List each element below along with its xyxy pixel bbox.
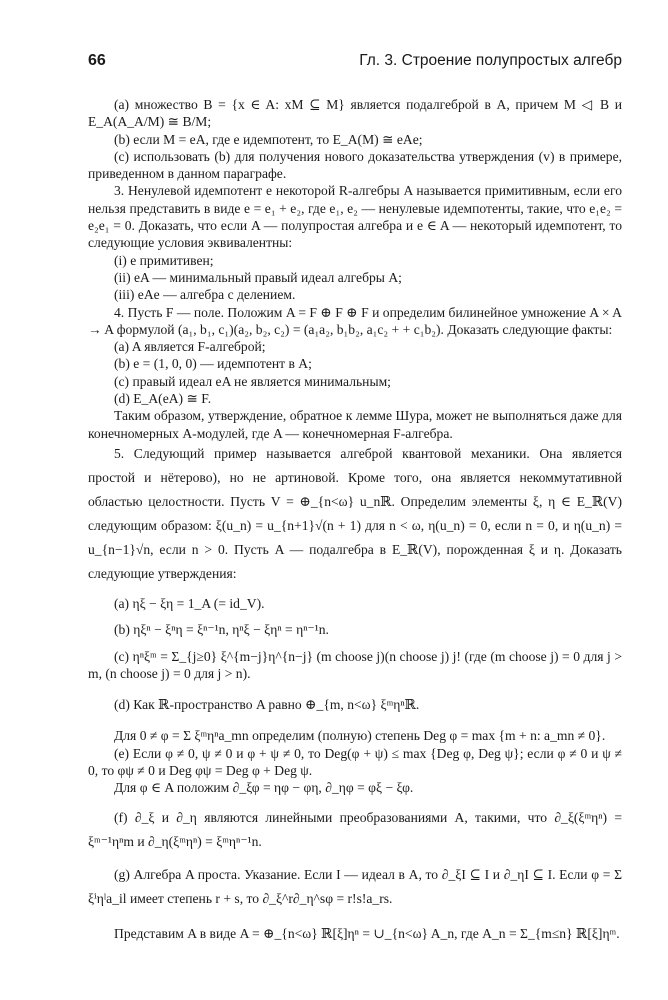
text-paragraph: (b) e = (1, 0, 0) — идемпотент в A; — [114, 356, 312, 372]
text-paragraph: (e) Если φ ≠ 0, ψ ≠ 0 и φ + ψ ≠ 0, то Deg(φ + ψ) ≤ max {Deg φ, Deg ψ}; если φ ≠ 0 и ψ ≠ 0, то φψ ≠ 0 и Deg φψ = Deg φ + Deg ψ. — [88, 745, 622, 779]
text-paragraph: (c) использовать (b) для получения нового доказательства утверждения (v) в примере, приведенном в данном параграфе. — [88, 148, 622, 182]
text-paragraph: 4. Пусть F — поле. Положим A = F ⊕ F ⊕ F и определим билинейное умножение A × A → A формулой (a₁, b₁, c₁)(a₂, b₂, c₂) = (a₁a₂, b₁b₂, a₁c₂ + + c₁b₂). Доказать следующие факты: — [88, 304, 622, 337]
text-paragraph: (i) e примитивен; — [114, 252, 214, 268]
text-paragraph: Для φ ∈ A положим ∂_ξφ = ηφ − φη, ∂_ηφ = φξ − ξφ. — [114, 780, 414, 796]
text-paragraph: (g) Алгебра A проста. Указание. Если I — идеал в A, то ∂_ξI ⊆ I и ∂_ηI ⊆ I. Если φ = Σ ξⁱηˡa_il имеет степень r + s, то ∂_ξ^r∂_η^sφ = r!s!a_rs. — [88, 866, 622, 906]
text-paragraph: Представим A в виде A = ⊕_{n<ω} ℝ[ξ]ηⁿ = ∪_{n<ω} A_n, где A_n = Σ_{m≤n} ℝ[ξ]ηᵐ. — [114, 925, 620, 941]
book-page — [88, 52, 622, 942]
text-paragraph: (iii) eAe — алгебра с делением. — [114, 287, 296, 303]
running-title: Гл. 3. Строение полупростых алгебр — [359, 52, 622, 69]
text-paragraph: 3. Ненулевой идемпотент e некоторой R-алгебры A называется примитивным, если его нельзя представить в виде e = e₁ + e₂, где e₁, e₂ — ненулевые идемпотенты, такие, что e₁e₂ = e₂e₁ = 0. Доказать, что если A — полупростая алгебра и e ∈ A — некоторый идемпотент, то следующие условия эквивалентны: — [88, 183, 622, 251]
text-paragraph: Таким образом, утверждение, обратное к лемме Шура, может не выполняться даже для конечномерных A-модулей, где A — конечномерная F-алгебра. — [88, 408, 622, 441]
text-paragraph: 5. Следующий пример называется алгеброй квантовой механики. Она является простой и нётерово), но не артиновой. Кроме того, она является некоммутативной областью целостности. Пусть V = ⊕_{n<ω} u_nℝ. Определим элементы ξ, η ∈ E_ℝ(V) следующим образом: ξ(u_n) = u_{n+1}√(n + 1) для n < ω, η(u_n) = 0, если n = 0, и η(u_n) = u_{n−1}√n, если n > 0. Пусть A — подалгебра в E_ℝ(V), порожденная ξ и η. Доказать следующие утверждения: — [88, 445, 622, 581]
page-number: 66 — [88, 52, 106, 69]
text-paragraph: (f) ∂_ξ и ∂_η являются линейными преобразованиями A, такими, что ∂_ξ(ξᵐηⁿ) = ξᵐ⁻¹ηⁿm и ∂_η(ξᵐηⁿ) = ξᵐηⁿ⁻¹n. — [88, 809, 622, 849]
text-paragraph: (c) ηⁿξᵐ = Σ_{j≥0} ξ^{m−j}η^{n−j} (m choose j)(n choose j) j! (где (m choose j) = 0 для j > m, (n choose j) = 0 для j > n). — [88, 648, 622, 681]
text-paragraph: (ii) eA — минимальный правый идеал алгебры A; — [114, 269, 402, 285]
text-paragraph: (a) ηξ − ξη = 1_A (= id_V). — [114, 595, 265, 611]
text-paragraph: Для 0 ≠ φ = Σ ξᵐηⁿa_mn определим (полную) степень Deg φ = max {m + n: a_mn ≠ 0}. — [114, 728, 606, 744]
text-paragraph: (a) множество B = {x ∈ A: xM ⊆ M} является подалгеброй в A, причем M ◁ B и E_A(A_A/M) ≅ B/M; — [88, 97, 622, 130]
text-paragraph: (d) Как ℝ-пространство A равно ⊕_{m, n<ω} ξᵐηⁿℝ. — [114, 697, 420, 713]
page-header — [88, 52, 622, 70]
text-paragraph: (c) правый идеал eA не является минимальным; — [114, 373, 391, 389]
text-paragraph: (b) если M = eA, где e идемпотент, то E_A(M) ≅ eAe; — [114, 131, 423, 147]
text-paragraph: (d) E_A(eA) ≅ F. — [114, 391, 212, 407]
text-paragraph: (a) A является F-алгеброй; — [114, 339, 266, 355]
text-paragraph: (b) ηξⁿ − ξⁿη = ξⁿ⁻¹n, ηⁿξ − ξηⁿ = ηⁿ⁻¹n. — [114, 622, 329, 638]
page-body — [88, 96, 622, 942]
